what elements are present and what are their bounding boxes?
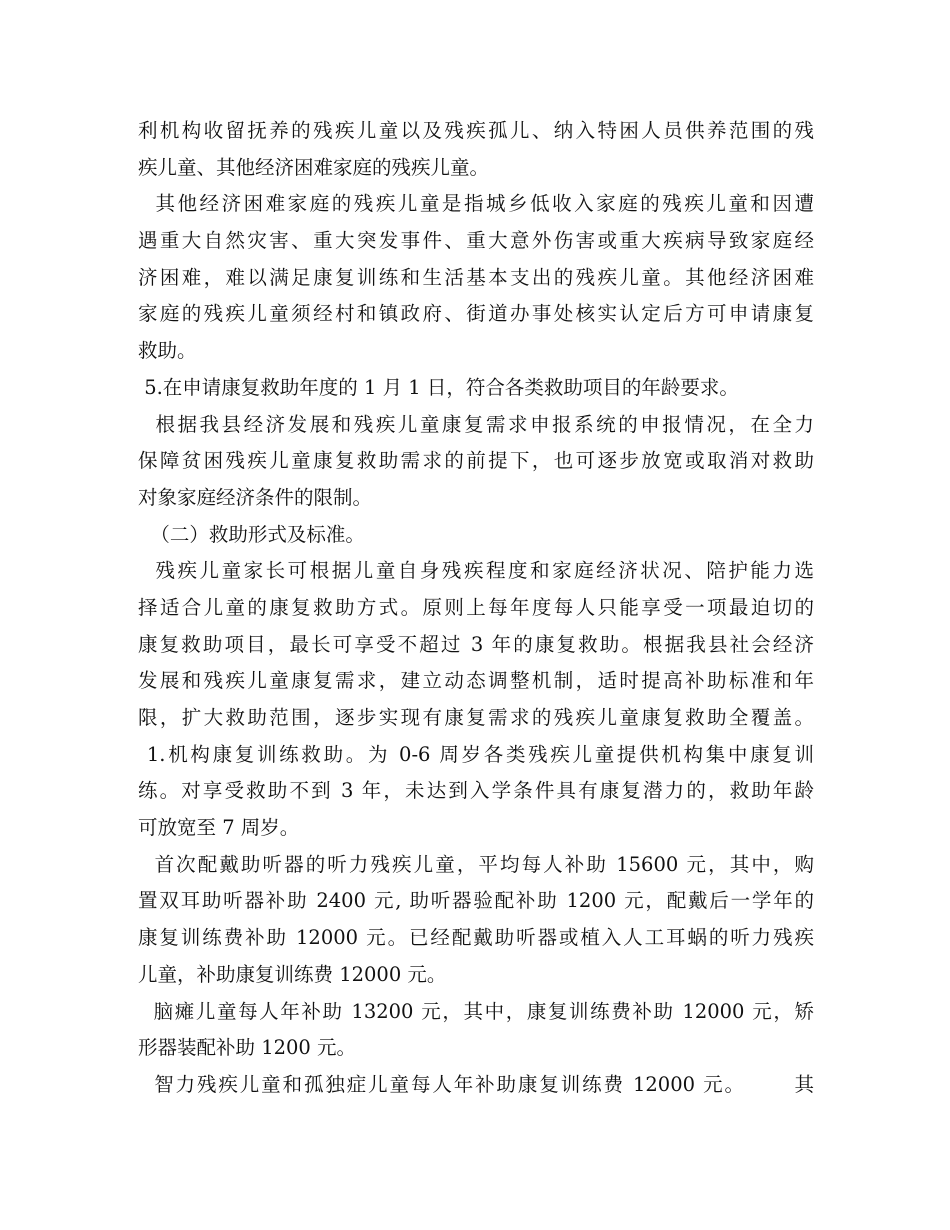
paragraph-line: 利机构收留抚养的残疾儿童以及残疾孤儿、纳入特困人员供养范围的残: [138, 119, 814, 142]
paragraph-line: 智力残疾儿童和孤独症儿童每人年补助康复训练费 12000 元。 其: [138, 1072, 814, 1096]
paragraph-line: 对象家庭经济条件的限制。: [138, 485, 373, 509]
paragraph-line: 残疾儿童家长可根据儿童自身残疾程度和家庭经济状况、陪护能力选: [138, 559, 814, 583]
paragraph-line: 形器装配补助 1200 元。: [138, 1036, 357, 1060]
paragraph-line: 康复救助项目，最长可享受不超过 3 年的康复救助。根据我县社会经济: [138, 632, 814, 656]
paragraph-line: 疾儿童、其他经济困难家庭的残疾儿童。: [138, 155, 490, 179]
paragraph-line: 可放宽至 7 周岁。: [138, 816, 300, 840]
paragraph-line: 练。对享受救助不到 3 年，未达到入学条件具有康复潜力的，救助年龄: [138, 779, 814, 803]
paragraph-line: 儿童，补助康复训练费 12000 元。: [138, 962, 447, 986]
paragraph-line: 保障贫困残疾儿童康复救助需求的前提下，也可逐步放宽或取消对救助: [138, 449, 814, 473]
paragraph-line: 脑瘫儿童每人年补助 13200 元，其中，康复训练费补助 12000 元，矫: [138, 999, 814, 1023]
paragraph-line: 限，扩大救助范围，逐步实现有康复需求的残疾儿童康复救助全覆盖。: [138, 706, 814, 729]
document-body: [138, 113, 814, 1104]
paragraph-line: （二）救助形式及标准。: [138, 522, 365, 546]
paragraph-line: 1.机构康复训练救助。为 0-6 周岁各类残疾儿童提供机构集中康复训: [138, 742, 814, 766]
paragraph-line: 发展和残疾儿童康复需求，建立动态调整机制，适时提高补助标准和年: [138, 669, 814, 693]
paragraph-line: 其他经济困难家庭的残疾儿童是指城乡低收入家庭的残疾儿童和因遭: [138, 192, 814, 216]
paragraph-line: 5.在申请康复救助年度的 1 月 1 日，符合各类救助项目的年龄要求。: [138, 375, 739, 399]
paragraph-line: 家庭的残疾儿童须经村和镇政府、街道办事处核实认定后方可申请康复: [138, 302, 814, 326]
paragraph-line: 根据我县经济发展和残疾儿童康复需求申报系统的申报情况，在全力: [138, 412, 814, 436]
paragraph-line: 康复训练费补助 12000 元。已经配戴助听器或植入人工耳蜗的听力残疾: [138, 926, 814, 950]
paragraph-line: 济困难，难以满足康复训练和生活基本支出的残疾儿童。其他经济困难: [138, 265, 814, 289]
paragraph-line: 救助。: [138, 339, 197, 363]
paragraph-line: 置双耳助听器补助 2400 元, 助听器验配补助 1200 元，配戴后一学年的: [138, 889, 814, 913]
paragraph-line: 首次配戴助听器的听力残疾儿童，平均每人补助 15600 元，其中，购: [138, 852, 814, 876]
paragraph-line: 择适合儿童的康复救助方式。原则上每年度每人只能享受一项最迫切的: [138, 595, 814, 619]
paragraph-line: 遇重大自然灾害、重大突发事件、重大意外伤害或重大疾病导致家庭经: [138, 229, 814, 253]
